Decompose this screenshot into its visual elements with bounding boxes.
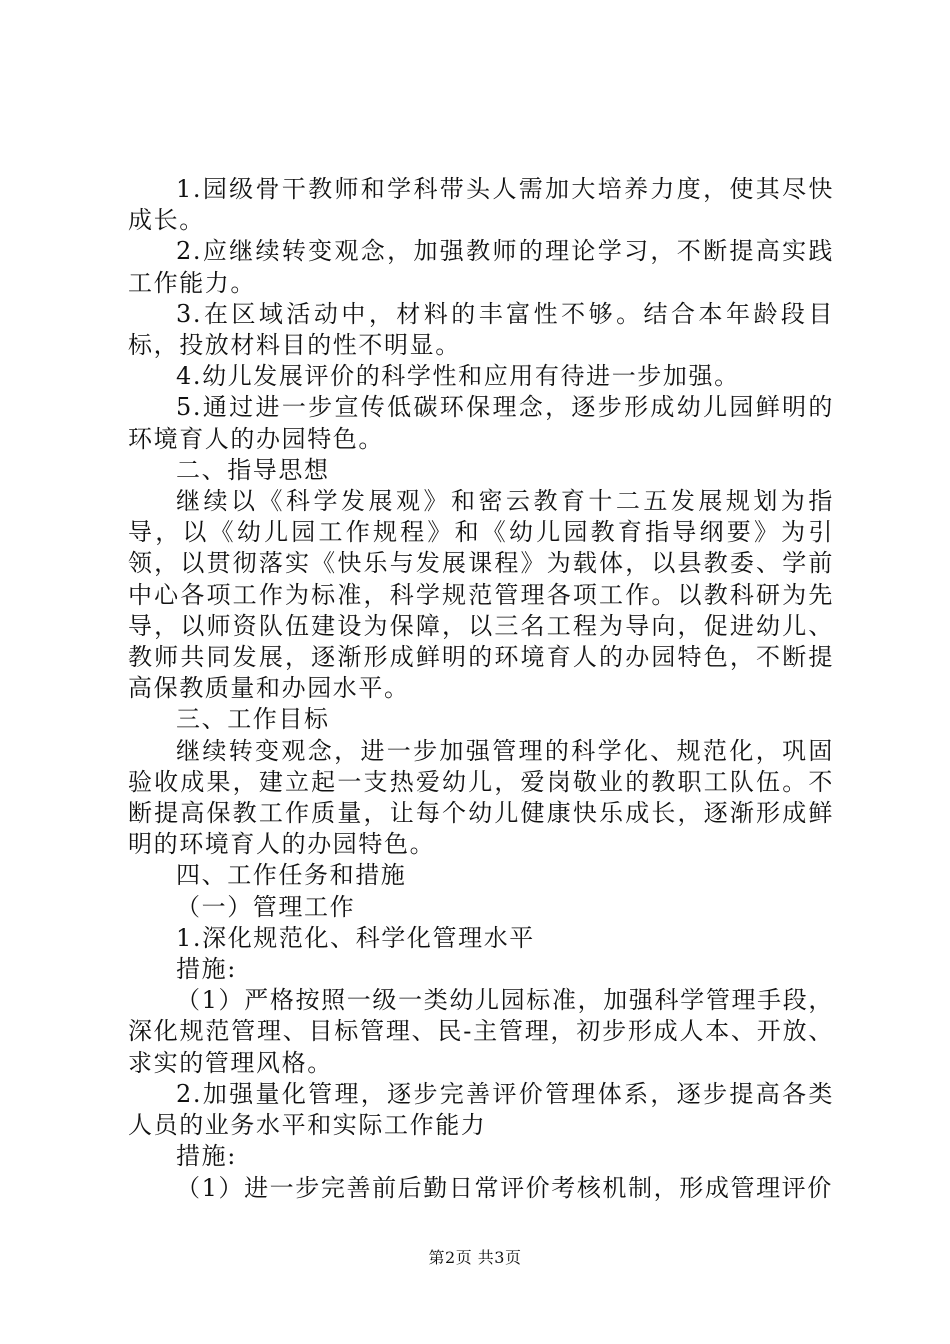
measures-label: 措施: [176, 1142, 237, 1171]
paragraph: （1）严格按照一级一类幼儿园标准，加强科学管理手段，深化规范管理、目标管理、民-主管理，初步形成人本、开放、求实的管理风格。 [128, 986, 834, 1077]
page-number: 第2页 共3页 [428, 1248, 522, 1267]
item-heading: 2.加强量化管理，逐步完善评价管理体系，逐步提高各类人员的业务水平和实际工作能力 [128, 1079, 834, 1140]
paragraph: 继续以《科学发展观》和密云教育十二五发展规划为指导，以《幼儿园工作规程》和《幼儿园教育指导纲要》为引领，以贯彻落实《快乐与发展课程》为载体，以县教委、学前中心各项工作为标准，科学规范管理各项工作。以教科研为先导，以师资队伍建设为保障，以三名工程为导向，促进幼儿、教师共同发展，逐渐形成鲜明的环境育人的办园特色，不断提高保教质量和办园水平。 [128, 487, 834, 703]
item-heading: 1.深化规范化、科学化管理水平 [176, 923, 535, 952]
paragraph: （1）进一步完善前后勤日常评价考核机制，形成管理评价 [176, 1173, 833, 1202]
paragraph: 5.通过进一步宣传低碳环保理念，逐步形成幼儿园鲜明的环境育人的办园特色。 [128, 393, 834, 453]
subsection-heading: （一）管理工作 [176, 892, 356, 921]
paragraph: 3.在区域活动中，材料的丰富性不够。结合本年龄段目标，投放材料目的性不明显。 [128, 299, 834, 360]
section-heading: 四、工作任务和措施 [176, 861, 407, 890]
paragraph: 继续转变观念，进一步加强管理的科学化、规范化，巩固验收成果，建立起一支热爱幼儿，爱岗敬业的教职工队伍。不断提高保教工作质量，让每个幼儿健康快乐成长，逐渐形成鲜明的环境育人的办园特色。 [128, 736, 834, 859]
measures-label: 措施: [176, 955, 237, 984]
section-heading: 三、工作目标 [176, 705, 330, 734]
paragraph: 4.幼儿发展评价的科学性和应用有待进一步加强。 [176, 362, 740, 391]
paragraph: 1.园级骨干教师和学科带头人需加大培养力度，使其尽快成长。 [128, 175, 834, 235]
paragraph: 2.应继续转变观念，加强教师的理论学习，不断提高实践工作能力。 [128, 237, 834, 297]
section-heading: 二、指导思想 [176, 455, 330, 484]
document-body [128, 174, 834, 1204]
